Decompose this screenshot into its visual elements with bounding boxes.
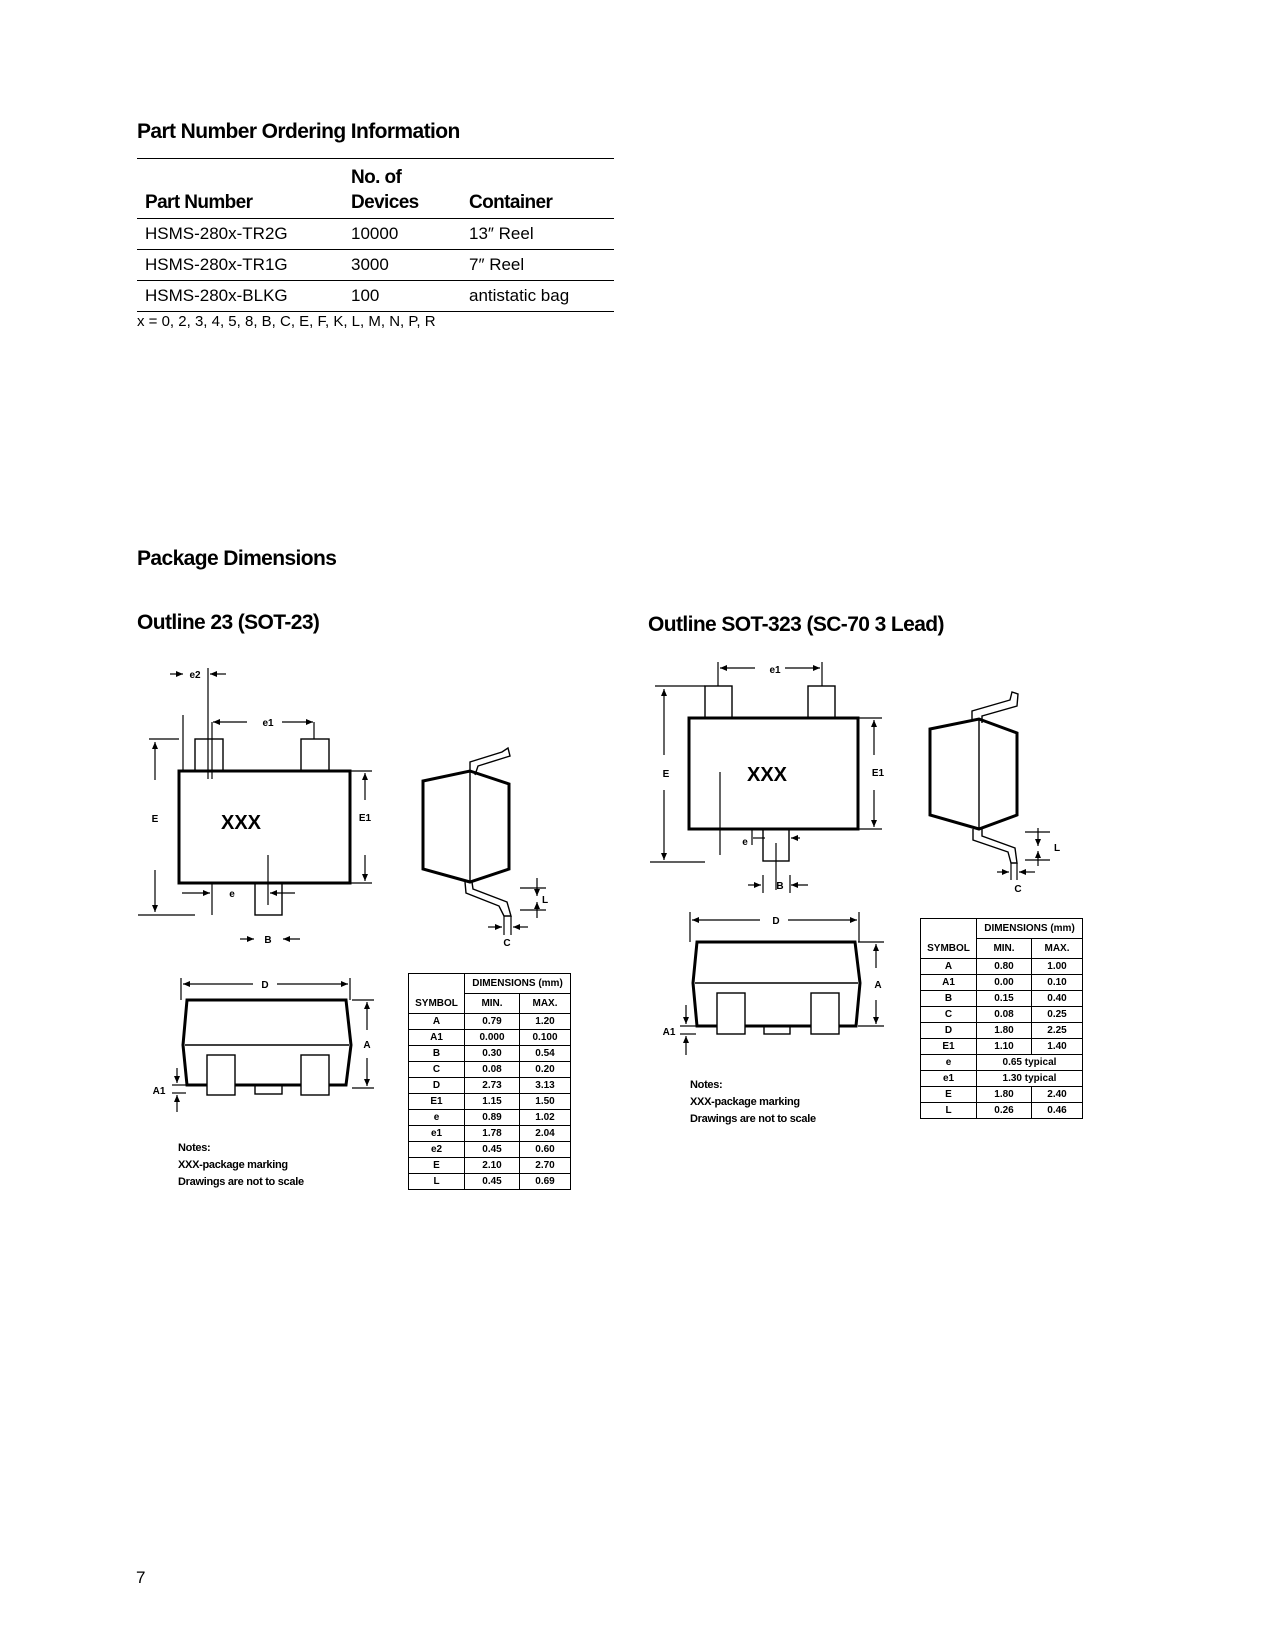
max-cell: 1.50 <box>520 1094 571 1110</box>
sot23-dimensions-table <box>408 973 571 1190</box>
sot23-body-outline <box>179 771 350 883</box>
min-cell: 0.000 <box>465 1030 520 1046</box>
sot23-label-e: e <box>229 889 235 900</box>
sot323-label-E1: E1 <box>871 768 885 779</box>
min-cell: 2.10 <box>465 1158 520 1174</box>
min-cell: 0.79 <box>465 1014 520 1030</box>
table-row <box>921 1087 1083 1103</box>
sot23-label-e2: e2 <box>189 670 201 681</box>
typical-cell: 0.65 typical <box>977 1055 1083 1071</box>
package-title: Package Dimensions <box>137 547 337 570</box>
max-cell: 3.13 <box>520 1078 571 1094</box>
sot323-label-e1: e1 <box>769 665 781 676</box>
table-row <box>409 1126 571 1142</box>
sot323-notes-scale: Drawings are not to scale <box>690 1113 816 1125</box>
max-cell: 0.54 <box>520 1046 571 1062</box>
max-cell: 2.04 <box>520 1126 571 1142</box>
container-cell: antistatic bag <box>469 286 570 305</box>
symbol-cell: E1 <box>409 1094 465 1110</box>
sot23-notes-title: Notes: <box>178 1142 211 1154</box>
max-cell: 0.60 <box>520 1142 571 1158</box>
table-row <box>921 1055 1083 1071</box>
sot23-label-B: B <box>264 935 272 946</box>
sot23-label-A1: A1 <box>152 1086 166 1097</box>
sot23-marking: XXX <box>220 812 262 834</box>
max-cell: 2.40 <box>1032 1087 1083 1103</box>
sot23-label-E1: E1 <box>358 813 372 824</box>
sot23-label-E: E <box>151 814 159 825</box>
min-cell: 0.80 <box>977 959 1032 975</box>
symbol-cell: A <box>921 959 977 975</box>
min-cell: 0.45 <box>465 1174 520 1190</box>
symbol-cell: L <box>409 1174 465 1190</box>
max-cell: 0.100 <box>520 1030 571 1046</box>
sot323-dimensions-table <box>920 918 1083 1119</box>
sot323-label-A: A <box>874 980 882 991</box>
header-container: Container <box>469 192 553 213</box>
x-values-note: x = 0, 2, 3, 4, 5, 8, B, C, E, F, K, L, M, N, P, R <box>137 313 436 330</box>
header-devices-line2: Devices <box>351 192 419 213</box>
symbol-cell: B <box>921 991 977 1007</box>
sot23-dim-header: DIMENSIONS (mm) <box>465 974 571 994</box>
table-row <box>921 1071 1083 1087</box>
symbol-cell: E <box>409 1158 465 1174</box>
container-cell: 13″ Reel <box>469 224 534 243</box>
table-row <box>409 1014 571 1030</box>
max-cell: 1.40 <box>1032 1039 1083 1055</box>
symbol-cell: L <box>921 1103 977 1119</box>
min-cell: 1.80 <box>977 1087 1032 1103</box>
devices-cell: 10000 <box>351 224 399 243</box>
sot23-notes-scale: Drawings are not to scale <box>178 1176 304 1188</box>
sot323-label-L: L <box>1053 843 1061 854</box>
sot23-side-body <box>423 771 509 882</box>
max-cell: 1.02 <box>520 1110 571 1126</box>
sot23-label-D: D <box>261 980 269 991</box>
sot23-notes <box>178 1140 304 1191</box>
table-row <box>921 975 1083 991</box>
header-devices-line1: No. of <box>351 167 402 188</box>
min-cell: 0.89 <box>465 1110 520 1126</box>
symbol-cell: D <box>921 1023 977 1039</box>
sot323-label-B: B <box>776 881 784 892</box>
table-row <box>409 1078 571 1094</box>
table-row <box>921 959 1083 975</box>
symbol-cell: e <box>921 1055 977 1071</box>
min-cell: 0.08 <box>465 1062 520 1078</box>
symbol-cell: E <box>921 1087 977 1103</box>
max-cell: 0.20 <box>520 1062 571 1078</box>
sot23-symbol-header: SYMBOL <box>409 974 465 1014</box>
sot323-notes-marking: XXX-package marking <box>690 1096 800 1108</box>
sot23-notes-marking: XXX-package marking <box>178 1159 288 1171</box>
typical-cell: 1.30 typical <box>977 1071 1083 1087</box>
sot323-label-e: e <box>742 837 748 848</box>
symbol-cell: D <box>409 1078 465 1094</box>
symbol-cell: e1 <box>921 1071 977 1087</box>
symbol-cell: e <box>409 1110 465 1126</box>
min-cell: 0.15 <box>977 991 1032 1007</box>
table-row <box>409 1094 571 1110</box>
min-cell: 1.10 <box>977 1039 1032 1055</box>
symbol-cell: C <box>921 1007 977 1023</box>
symbol-cell: A <box>409 1014 465 1030</box>
sot23-lead-top-right <box>301 739 329 771</box>
sot23-label-L: L <box>541 895 549 906</box>
max-cell: 0.25 <box>1032 1007 1083 1023</box>
max-cell: 2.25 <box>1032 1023 1083 1039</box>
symbol-cell: A1 <box>409 1030 465 1046</box>
sot323-label-E: E <box>662 769 670 780</box>
part-cell: HSMS-280x-TR2G <box>145 224 288 243</box>
table-row <box>409 1110 571 1126</box>
symbol-cell: e2 <box>409 1142 465 1158</box>
sot323-min-header: MIN. <box>977 939 1032 959</box>
sot23-label-e1: e1 <box>262 718 274 729</box>
min-cell: 0.08 <box>977 1007 1032 1023</box>
max-cell: 1.00 <box>1032 959 1083 975</box>
table-row <box>409 1062 571 1078</box>
sot323-title: Outline SOT-323 (SC-70 3 Lead) <box>648 613 944 636</box>
sot323-marking: XXX <box>746 764 788 786</box>
min-cell: 1.15 <box>465 1094 520 1110</box>
container-cell: 7″ Reel <box>469 255 525 274</box>
table-row <box>409 1142 571 1158</box>
min-cell: 0.26 <box>977 1103 1032 1119</box>
devices-cell: 3000 <box>351 255 389 274</box>
max-cell: 0.69 <box>520 1174 571 1190</box>
sot323-notes <box>690 1077 816 1128</box>
sot23-min-header: MIN. <box>465 994 520 1014</box>
table-row <box>921 1039 1083 1055</box>
table-row <box>409 1158 571 1174</box>
table-row <box>921 1007 1083 1023</box>
table-row <box>921 991 1083 1007</box>
symbol-cell: A1 <box>921 975 977 991</box>
sot323-side-body <box>930 719 1017 829</box>
min-cell: 2.73 <box>465 1078 520 1094</box>
min-cell: 0.30 <box>465 1046 520 1062</box>
table-row <box>409 1030 571 1046</box>
sot323-label-A1: A1 <box>662 1027 676 1038</box>
sot323-label-C: C <box>1014 884 1022 895</box>
ordering-title: Part Number Ordering Information <box>137 120 460 143</box>
sot23-lead-top-left <box>195 739 223 771</box>
sot323-dim-header: DIMENSIONS (mm) <box>977 919 1083 939</box>
sot323-label-D: D <box>772 916 780 927</box>
max-cell: 0.10 <box>1032 975 1083 991</box>
symbol-cell: B <box>409 1046 465 1062</box>
sot323-notes-title: Notes: <box>690 1079 723 1091</box>
min-cell: 1.78 <box>465 1126 520 1142</box>
sot323-symbol-header: SYMBOL <box>921 919 977 959</box>
symbol-cell: e1 <box>409 1126 465 1142</box>
sot323-max-header: MAX. <box>1032 939 1083 959</box>
sot23-title: Outline 23 (SOT-23) <box>137 611 320 634</box>
max-cell: 0.46 <box>1032 1103 1083 1119</box>
min-cell: 0.00 <box>977 975 1032 991</box>
max-cell: 2.70 <box>520 1158 571 1174</box>
max-cell: 0.40 <box>1032 991 1083 1007</box>
table-row <box>409 1174 571 1190</box>
symbol-cell: C <box>409 1062 465 1078</box>
min-cell: 1.80 <box>977 1023 1032 1039</box>
part-cell: HSMS-280x-BLKG <box>145 286 288 305</box>
min-cell: 0.45 <box>465 1142 520 1158</box>
symbol-cell: E1 <box>921 1039 977 1055</box>
table-row <box>921 1023 1083 1039</box>
header-part-number: Part Number <box>145 192 253 213</box>
table-row <box>921 1103 1083 1119</box>
sot23-label-C: C <box>503 938 511 949</box>
devices-cell: 100 <box>351 286 380 305</box>
max-cell: 1.20 <box>520 1014 571 1030</box>
part-cell: HSMS-280x-TR1G <box>145 255 288 274</box>
sot23-max-header: MAX. <box>520 994 571 1014</box>
page-number: 7 <box>136 1568 146 1587</box>
sot23-label-A: A <box>363 1040 371 1051</box>
table-row <box>409 1046 571 1062</box>
